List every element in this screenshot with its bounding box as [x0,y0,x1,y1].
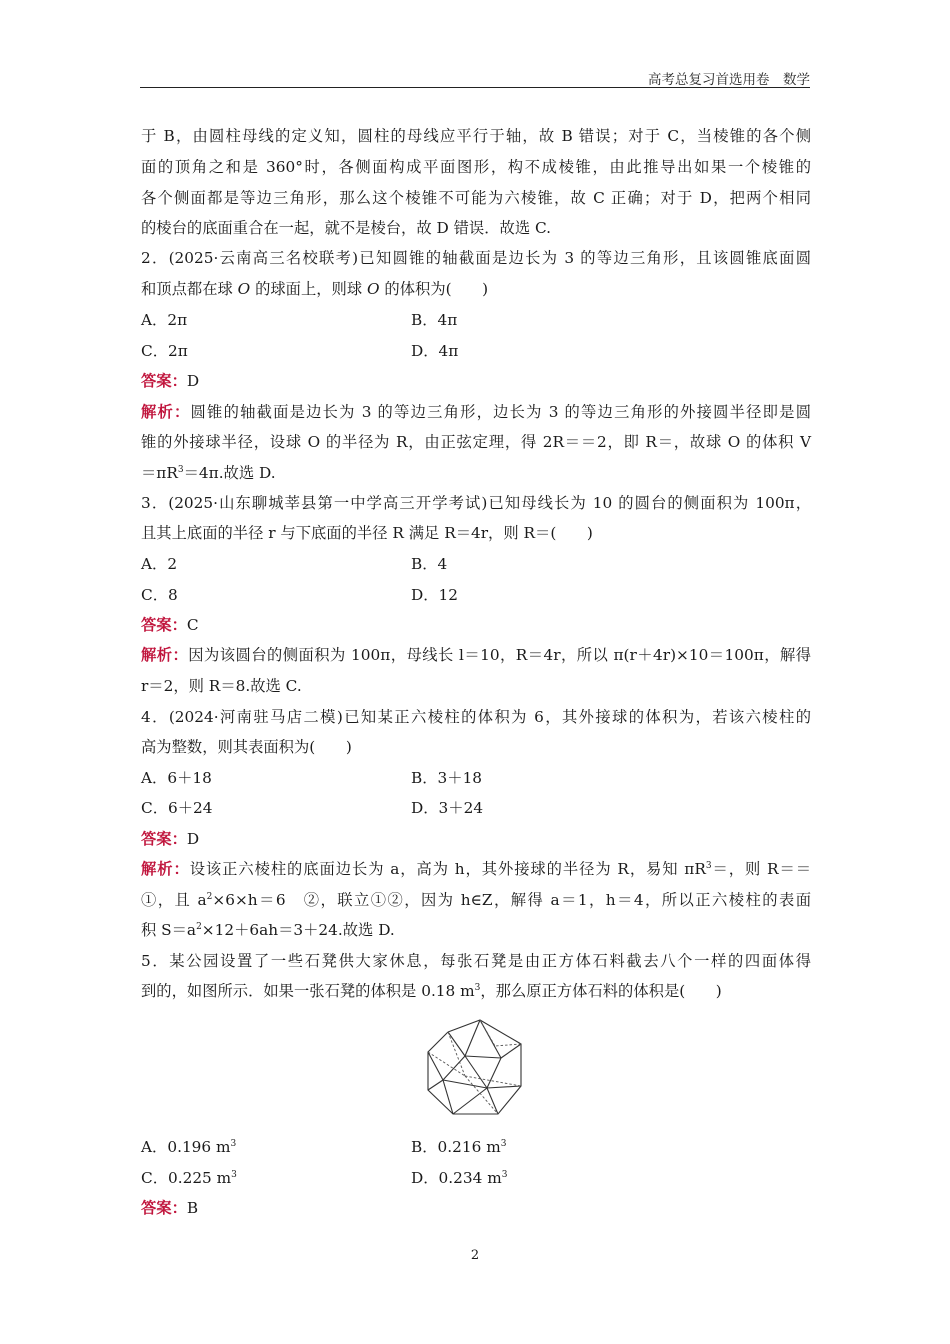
q4-option-a: A．6＋18 [141,769,212,787]
q3-stem-line-2: 且其上底面的半径 r 与下底面的半径 R 满足 R＝4r，则 R＝( ) [141,524,593,542]
page-header: 高考总复习首选用卷 数学 [648,72,810,88]
q2-analysis-line-3: $=\pi R^3=4\pi$.故选 D. [141,464,276,482]
q4-option-b: B．3＋18 [411,769,483,787]
q2-answer: 答案：D [141,372,200,390]
q5-option-c: C．0.225 $m^3$ [141,1169,237,1187]
q4-analysis-line-2: ①，且 $a^2\times 6\times h=6$ ②，联立①②，因为 h∈Z，解得 a＝1，h＝4，所以正六棱柱的表面 [141,891,812,909]
q5-answer: 答案：B [141,1199,199,1217]
q3-analysis-line-1: 解析：因为该圆台的侧面积为 100π，母线长 l＝10，R＝4r，所以 π(r＋4r)×10＝100π，解得 [141,646,811,664]
q3-stem-line-1: 3．(2025·山东聊城莘县第一中学高三开学考试)已知母线长为 10 的圆台的侧面积为 100π， [141,494,811,512]
q5-option-a: A．0.196 $m^3$ [141,1138,237,1156]
q2-stem-line-1: 2．(2025·云南高三名校联考)已知圆锥的轴截面是边长为 3 的等边三角形，且该圆锥底面圆 [141,249,811,267]
q3-answer: 答案：C [141,616,199,634]
q2-analysis-line-1: 解析：圆锥的轴截面是边长为 3 的等边三角形，边长为 3 的等边三角形的外接圆半径即是圆 [141,403,811,421]
q3-option-a: A．2 [141,555,178,573]
q2-option-b: B．4π [411,311,458,329]
prev-solution-line-4: 的棱台的底面重合在一起，就不是棱台，故 D 错误．故选 C. [141,219,551,237]
q5-option-b: B．0.216 $m^3$ [411,1138,507,1156]
q3-option-c: C．8 [141,586,178,604]
q3-option-d: D．12 [411,586,459,604]
analysis-label: 解析： [141,403,191,421]
analysis-label: 解析： [141,860,190,878]
q4-stem-line-2: 高为整数，则其表面积为( ) [141,738,352,756]
q5-stem-line-2: 到的，如图所示．如果一张石凳的体积是 0.18 $m^3$，那么原正方体石料的体积是( ) [141,982,722,1000]
q2-option-d: D．4π [411,342,459,360]
page-number: 2 [470,1248,480,1263]
q4-analysis-line-3: 积 $S=a^2\times 12+6ah=3+24$.故选 D. [141,921,395,939]
analysis-label: 解析： [141,646,189,664]
cuboctahedron-figure [425,1018,525,1118]
q5-stem-line-1: 5．某公园设置了一些石凳供大家休息，每张石凳是由正方体石料截去八个一样的四面体得 [141,952,811,970]
answer-label: 答案： [141,372,187,390]
q2-stem-line-2: 和顶点都在球 O 的球面上，则球 O 的体积为( ) [141,280,489,298]
prev-solution-line-1: 于 B，由圆柱母线的定义知，圆柱的母线应平行于轴，故 B 错误；对于 C，当棱锥的各个侧 [141,127,811,145]
q4-option-c: C．6＋24 [141,799,213,817]
q2-analysis-line-2: 锥的外接球半径，设球 O 的半径为 R，由正弦定理，得 2R＝＝2，即 R＝，故球 O 的体积 V [141,433,811,451]
answer-label: 答案： [141,616,187,634]
prev-solution-line-3: 各个侧面都是等边三角形，那么这个棱锥不可能为六棱锥，故 C 正确；对于 D，把两个相同 [141,189,811,207]
q4-answer: 答案：D [141,830,200,848]
answer-label: 答案： [141,830,187,848]
q3-analysis-line-2: r＝2，则 R＝8.故选 C. [141,677,302,695]
q4-option-d: D．3＋24 [411,799,484,817]
q5-option-d: D．0.234 $m^3$ [411,1169,508,1187]
q3-option-b: B．4 [411,555,448,573]
answer-label: 答案： [141,1199,187,1217]
q4-analysis-line-1: 解析：设该正六棱柱的底面边长为 a，高为 h，其外接球的半径为 R，易知 $\pi R^3=$，则 R＝＝ [141,860,811,878]
header-rule [140,87,810,88]
prev-solution-line-2: 面的顶角之和是 360°时，各侧面构成平面图形，构不成棱锥，由此推导出如果一个棱锥的 [141,158,811,176]
q2-option-c: C．2π [141,342,188,360]
q4-stem-line-1: 4．(2024·河南驻马店二模)已知某正六棱柱的体积为 6，其外接球的体积为，若该六棱柱的 [141,708,811,726]
q2-option-a: A．2π [141,311,188,329]
